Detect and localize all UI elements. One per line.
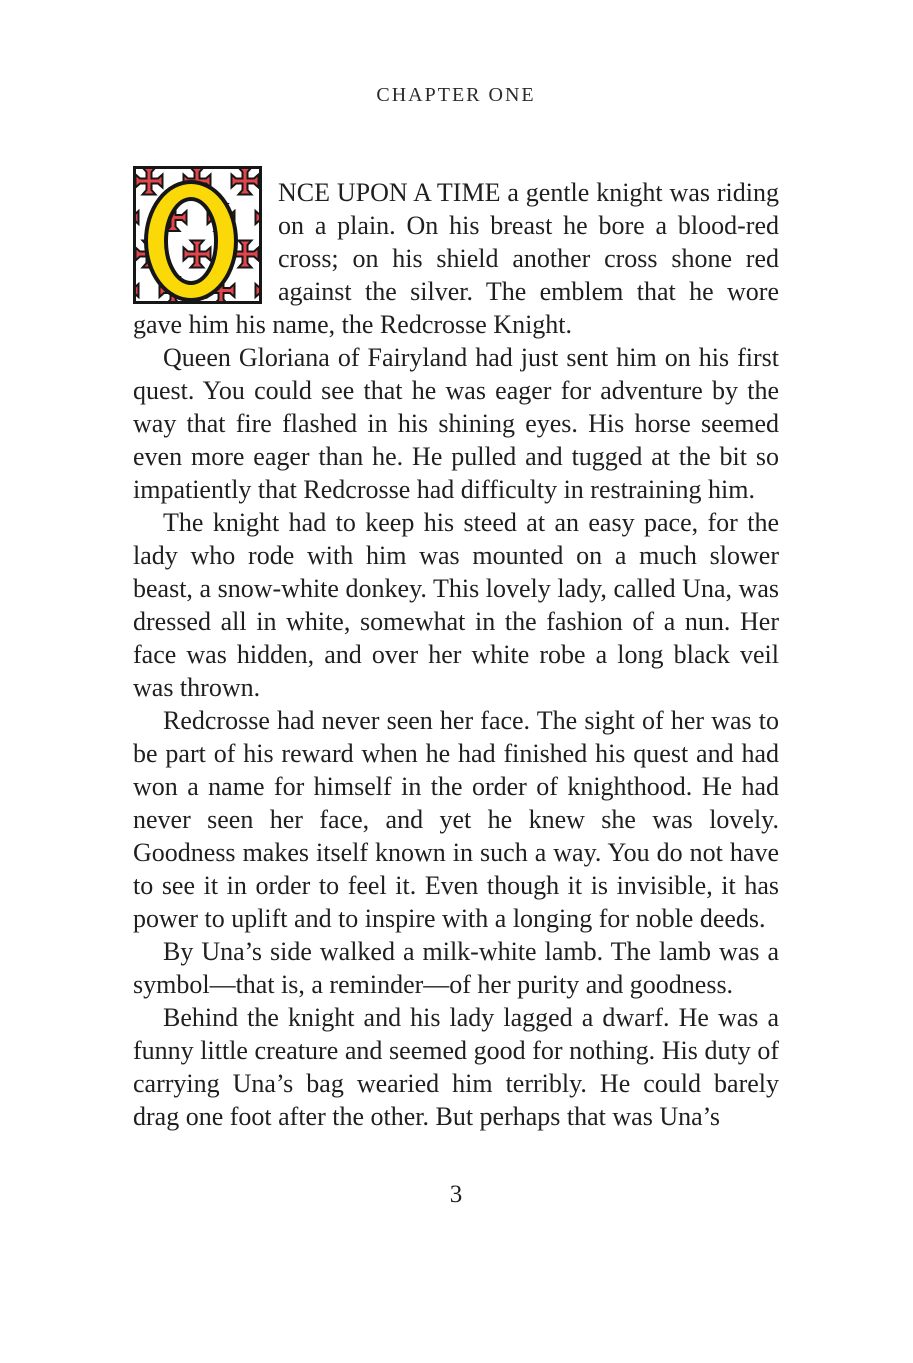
paragraph-4: Redcrosse had never seen her face. The sight of her was to be part of his reward when he had finished his quest and had won a name for himself in the order of knighthood. He had never seen her face, and yet he knew she was lovely. Goodness makes itself known in such a way. You do not have to see it in order to feel it. Even though it is invisible, it has power to uplift and to inspire with a longing for noble deeds. [133, 706, 779, 933]
drop-cap-initial-o [133, 166, 262, 304]
paragraph-3: The knight had to keep his steed at an easy pace, for the lady who rode with him was mounted on a much slower beast, a snow-white donkey. This lovely lady, called Una, was dressed all in white, somewhat in the fashion of a nun. Her face was hidden, and over her white robe a long black veil was thrown. [133, 508, 779, 702]
opening-lead-caps: NCE UPON A TIME [278, 178, 501, 207]
chapter-heading: CHAPTER ONE [376, 84, 536, 106]
paragraph-2: Queen Gloriana of Fairyland had just sent him on his first quest. You could see that he was eager for adventure by the way that fire flashed in his shining eyes. His horse seemed even more eager than he. He pulled and tugged at the bit so impatiently that Redcrosse had difficulty in restraining him. [133, 343, 779, 504]
body-text-column [133, 176, 779, 1133]
page-number: 3 [449, 1181, 463, 1208]
opening-rest-text: a gentle knight was riding on a plain. On his breast he bore a blood-red cross; on his shield another cross shone red against the silver. The emblem that he wore gave him his name, the Redcrosse Knight. [133, 178, 779, 339]
paragraph-1 [133, 176, 779, 341]
paragraph-5: By Una’s side walked a milk-white lamb. The lamb was a symbol—that is, a reminder—of her purity and goodness. [133, 937, 779, 999]
paragraph-6: Behind the knight and his lady lagged a dwarf. He was a funny little creature and seemed good for nothing. His duty of carrying Una’s bag wearied him terribly. He could barely drag one foot after the other. But perhaps that was Una’s [133, 1003, 779, 1131]
